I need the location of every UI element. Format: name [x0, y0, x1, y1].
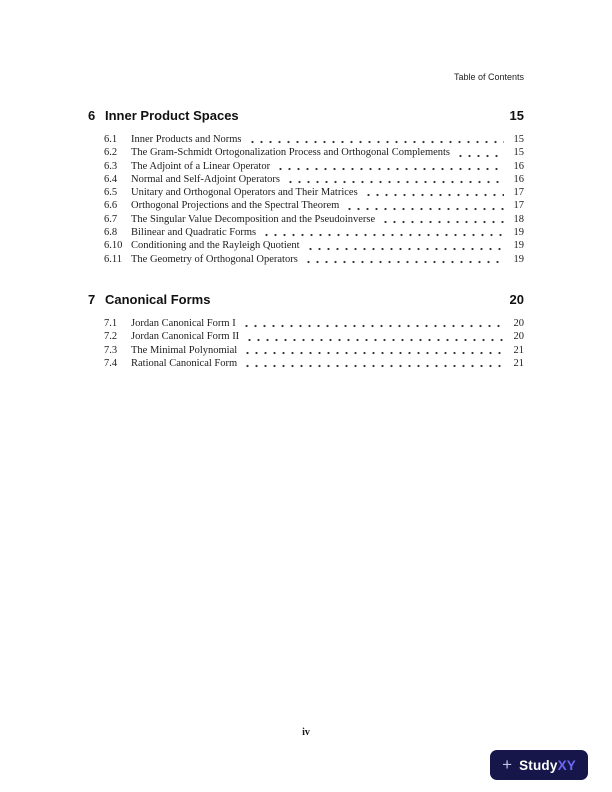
- toc-section-row[interactable]: [104, 214, 524, 226]
- section-page: 20: [513, 317, 524, 329]
- plus-icon: +: [502, 755, 513, 774]
- section-title: The Geometry of Orthogonal Operators: [131, 253, 298, 265]
- page-number: iv: [302, 727, 310, 738]
- dot-leader: [286, 174, 504, 186]
- toc-section-row[interactable]: [104, 345, 524, 357]
- toc-chapter-row[interactable]: [88, 108, 524, 123]
- section-page: 20: [513, 331, 524, 343]
- toc-section-row[interactable]: [104, 318, 524, 330]
- section-page: 17: [513, 200, 524, 212]
- toc-section-row[interactable]: [104, 200, 524, 212]
- section-number: 6.11: [104, 253, 122, 265]
- brand-text: [519, 758, 576, 773]
- dot-leader: [381, 214, 504, 226]
- section-number: 6.3: [104, 160, 118, 172]
- toc-section-row[interactable]: [104, 134, 524, 146]
- section-number: 7.3: [104, 344, 118, 356]
- dot-leader: [243, 345, 504, 357]
- section-page: 21: [513, 344, 524, 356]
- toc-section-row[interactable]: [104, 161, 524, 173]
- section-page: 16: [513, 173, 524, 185]
- dot-leader: [242, 318, 504, 330]
- studyxy-logo-badge: [490, 750, 588, 780]
- dot-leader: [456, 147, 504, 159]
- section-title: Rational Canonical Form: [131, 357, 238, 369]
- section-title: The Gram-Schmidt Ortogonalization Process and Orthogonal Complements: [131, 147, 451, 159]
- section-title: Unitary and Orthogonal Operators and Their Matrices: [131, 187, 358, 199]
- dot-leader: [262, 227, 504, 239]
- section-number: 6.6: [104, 200, 118, 212]
- toc-section-row[interactable]: [104, 240, 524, 252]
- dot-leader: [248, 134, 504, 146]
- brand-secondary: XY: [557, 757, 576, 773]
- section-page: 17: [513, 187, 524, 199]
- brand-primary: Study: [519, 757, 558, 773]
- section-number: 7.4: [104, 357, 118, 369]
- toc-chapter-block: [88, 292, 524, 370]
- chapter-sections: [88, 134, 524, 266]
- section-title: Orthogonal Projections and the Spectral Theorem: [131, 200, 340, 212]
- section-title: The Singular Value Decomposition and the Pseudoinverse: [131, 213, 376, 225]
- section-title: The Adjoint of a Linear Operator: [131, 160, 271, 172]
- chapter-number: 7: [88, 291, 96, 307]
- toc-section-row[interactable]: [104, 254, 524, 266]
- toc-section-row[interactable]: [104, 187, 524, 199]
- section-page: 19: [513, 253, 524, 265]
- section-title: Jordan Canonical Form II: [131, 331, 240, 343]
- section-number: 6.7: [104, 213, 118, 225]
- section-title: The Minimal Polynomial: [131, 344, 238, 356]
- dot-leader: [306, 240, 504, 252]
- section-page: 15: [513, 134, 524, 145]
- toc-section-row[interactable]: [104, 227, 524, 239]
- dot-leader: [276, 161, 504, 173]
- toc-chapter-row[interactable]: [88, 292, 524, 307]
- section-title: Normal and Self-Adjoint Operators: [131, 173, 281, 185]
- chapter-title: Canonical Forms: [105, 291, 211, 307]
- section-number: 6.2: [104, 147, 118, 159]
- section-title: Jordan Canonical Form I: [131, 317, 236, 329]
- dot-leader: [345, 200, 504, 212]
- toc-section-row[interactable]: [104, 331, 524, 343]
- section-number: 7.1: [104, 317, 118, 329]
- toc-header-label: Table of Contents: [453, 72, 524, 82]
- chapter-number: 6: [88, 108, 96, 123]
- section-page: 21: [513, 357, 524, 369]
- section-number: 6.4: [104, 173, 118, 185]
- dot-leader: [243, 358, 504, 370]
- section-title: Bilinear and Quadratic Forms: [131, 227, 257, 239]
- section-number: 6.8: [104, 227, 118, 239]
- toc-chapter-block: [88, 108, 524, 266]
- section-page: 15: [513, 147, 524, 159]
- section-page: 16: [513, 160, 524, 172]
- chapter-title: Inner Product Spaces: [105, 108, 239, 123]
- chapter-sections: [88, 318, 524, 370]
- section-number: 6.5: [104, 187, 118, 199]
- section-number: 6.10: [104, 240, 123, 252]
- section-title: Conditioning and the Rayleigh Quotient: [131, 240, 300, 252]
- section-title: Inner Products and Norms: [131, 134, 242, 145]
- dot-leader: [364, 187, 504, 199]
- table-of-contents: [88, 108, 524, 370]
- section-number: 6.1: [104, 134, 118, 145]
- section-page: 19: [513, 240, 524, 252]
- dot-leader: [304, 254, 504, 266]
- section-page: 18: [513, 213, 524, 225]
- chapter-page: 15: [509, 108, 524, 123]
- section-page: 19: [513, 227, 524, 239]
- toc-section-row[interactable]: [104, 358, 524, 370]
- toc-section-row[interactable]: [104, 147, 524, 159]
- section-number: 7.2: [104, 331, 118, 343]
- dot-leader: [245, 331, 504, 343]
- chapter-page: 20: [509, 291, 524, 307]
- toc-section-row[interactable]: [104, 174, 524, 186]
